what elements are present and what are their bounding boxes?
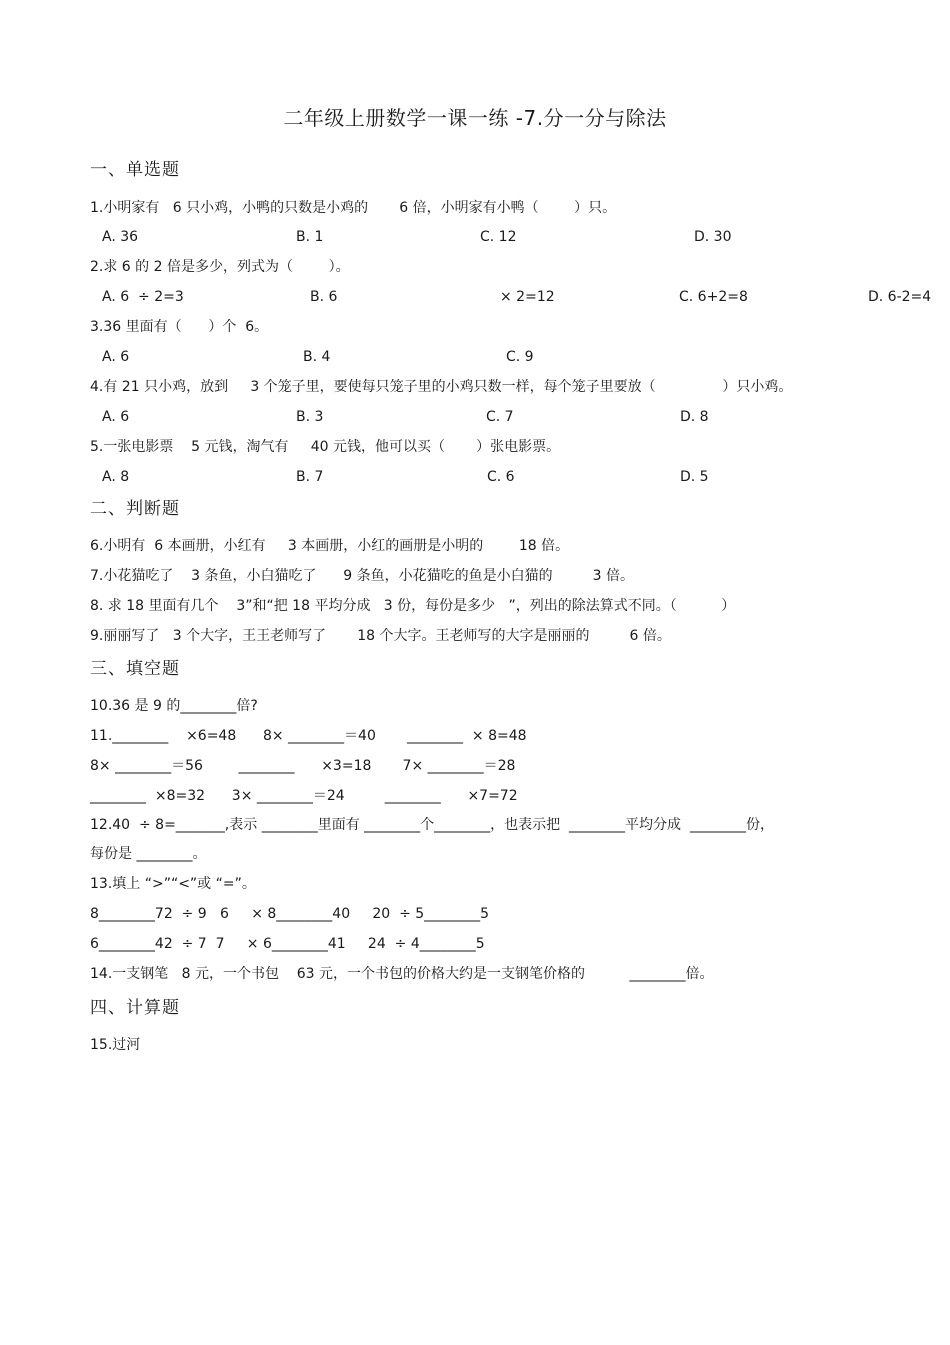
question-2: 2.求 6 的 2 倍是多少，列式为（ ）。: [90, 259, 350, 275]
question-13-row-1: 8________72 ÷ 9 6 × 8________40 20 ÷ 5________5: [90, 906, 490, 922]
q4-option-a: A. 6: [102, 409, 130, 425]
q3-option-b: B. 4: [303, 349, 331, 365]
q1-option-a: A. 36: [102, 229, 139, 245]
question-7: 7.小花猫吃了 3 条鱼，小白猫吃了 9 条鱼，小花猫吃的鱼是小白猫的 3 倍。: [90, 568, 634, 584]
q5-option-c: C. 6: [487, 469, 515, 485]
question-1: 1.小明家有 6 只小鸡，小鸭的只数是小鸡的 6 倍，小明家有小鸭（ ）只。: [90, 200, 617, 216]
q5-option-b: B. 7: [296, 469, 324, 485]
question-6: 6.小明有 6 本画册，小红有 3 本画册，小红的画册是小明的 18 倍。: [90, 538, 570, 554]
question-10: 10.36 是 9 的________倍?: [90, 698, 258, 714]
question-11-row-1: 11.________ ×6=48 8× ________＝40 ________ × 8=48: [90, 728, 527, 744]
q5-option-d: D. 5: [680, 469, 709, 485]
q3-option-c: C. 9: [506, 349, 534, 365]
q4-option-c: C. 7: [486, 409, 514, 425]
q4-option-d: D. 8: [680, 409, 709, 425]
question-8: 8. 求 18 里面有几个 3”和“把 18 平均分成 3 份，每份是多少 ”，列出的除法算式不同。（ ）: [90, 598, 736, 614]
question-13: 13.填上 “>”“<”或 “=”。: [90, 876, 256, 892]
question-4: 4.有 21 只小鸡，放到 3 个笼子里，要使每只笼子里的小鸡只数一样，每个笼子里要放（ ）只小鸡。: [90, 379, 793, 395]
q2-option-b: B. 6: [310, 289, 338, 305]
q1-option-d: D. 30: [694, 229, 732, 245]
question-3: 3.36 里面有（ ）个 6。: [90, 319, 269, 335]
q3-option-a: A. 6: [102, 349, 130, 365]
question-12-row-2: 每份是 ________。: [90, 846, 207, 862]
q4-option-b: B. 3: [296, 409, 324, 425]
question-13-row-2: 6________42 ÷ 7 7 × 6________41 24 ÷ 4________5: [90, 936, 485, 952]
question-11-row-2: 8× ________＝56 ________ ×3=18 7× ________＝28: [90, 758, 516, 774]
q1-option-c: C. 12: [480, 229, 517, 245]
question-9: 9.丽丽写了 3 个大字，王王老师写了 18 个大字。王老师写的大字是丽丽的 6 倍。: [90, 628, 671, 644]
section-heading-calculation: 四、计算题: [90, 998, 180, 1018]
question-14: 14.一支钢笔 8 元，一个书包 63 元，一个书包的价格大约是一支钢笔价格的 ________倍。: [90, 966, 714, 982]
q5-option-a: A. 8: [102, 469, 130, 485]
section-heading-fill-blank: 三、填空题: [90, 659, 180, 679]
q2-option-d: D. 6-2=4: [868, 289, 932, 305]
section-heading-single-choice: 一、单选题: [90, 160, 180, 180]
q2-option-c: C. 6+2=8: [679, 289, 748, 305]
section-heading-true-false: 二、判断题: [90, 499, 180, 519]
question-12-row-1: 12.40 ÷ 8=_______,表示 ________里面有 ________个________，也表示把 ________平均分成 ________份，: [90, 817, 774, 833]
q2-option-b-cont: × 2=12: [500, 289, 555, 305]
question-15: 15.过河: [90, 1037, 141, 1053]
question-11-row-3: ________ ×8=32 3× ________＝24 ________ ×7=72: [90, 788, 518, 804]
page-title: 二年级上册数学一课一练 -7.分一分与除法: [283, 106, 667, 130]
question-5: 5.一张电影票 5 元钱，淘气有 40 元钱，他可以买（ ）张电影票。: [90, 439, 561, 455]
q1-option-b: B. 1: [296, 229, 324, 245]
q2-option-a: A. 6 ÷ 2=3: [102, 289, 184, 305]
